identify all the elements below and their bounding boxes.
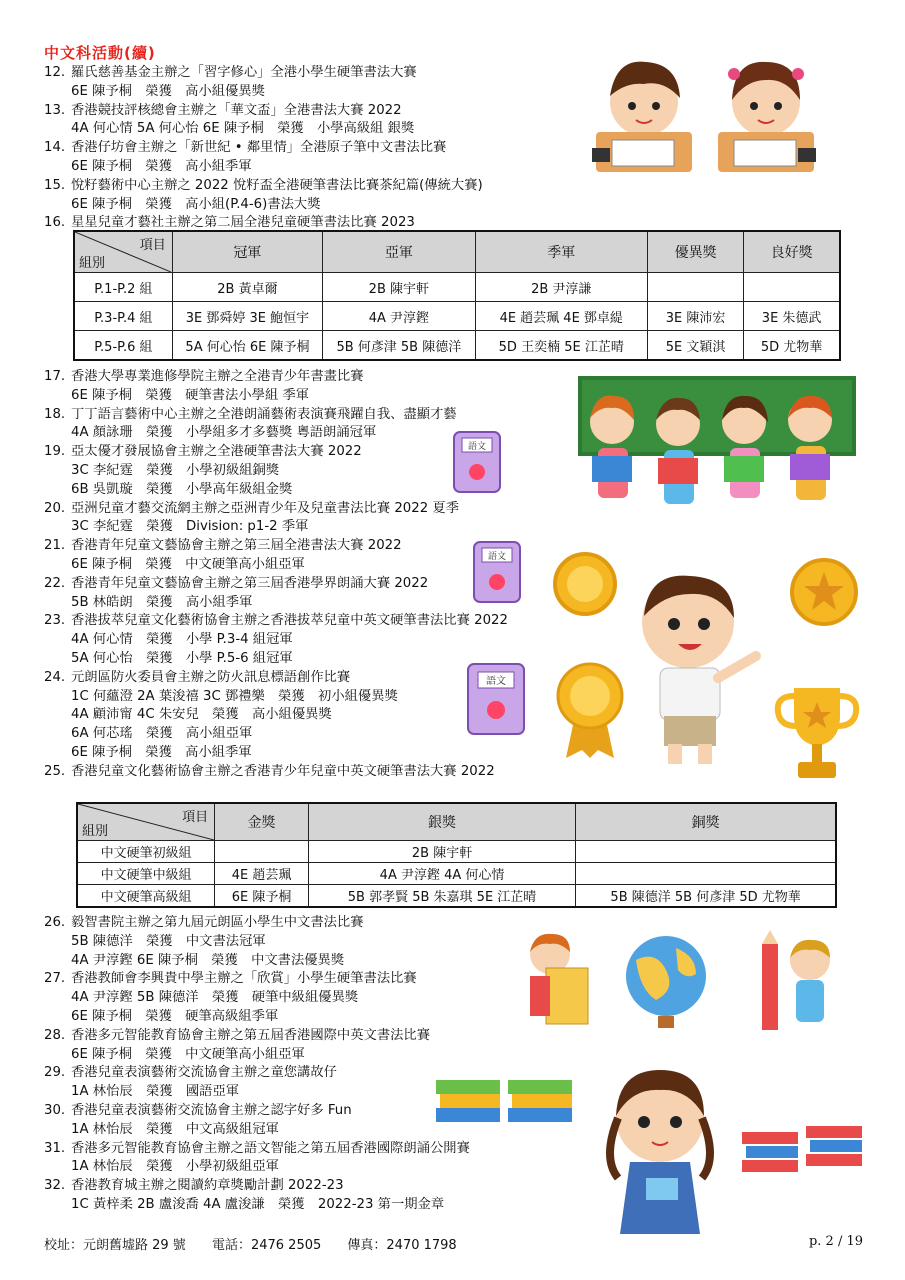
item-title: 香港教育城主辦之閱讀約章獎勵計劃 2022-23 (71, 1178, 344, 1194)
item-number: 22. (44, 575, 66, 591)
globe-icon (626, 936, 706, 1028)
students-writing-illustration (586, 40, 826, 180)
award-line: 6E 陳予桐 榮獲 高小組(P.4-6)書法大獎 (71, 196, 321, 212)
activity-item (44, 139, 446, 177)
activity-item (44, 1064, 337, 1102)
award-line: 1A 林怡辰 榮獲 小學初級組亞軍 (71, 1159, 279, 1175)
award-line: 3C 李紀霆 榮獲 Division: p1-2 季軍 (71, 519, 309, 535)
activity-item (44, 443, 362, 499)
children-reading-illustration (578, 376, 856, 536)
silver-cell: 5B 郭孝賢 5B 朱嘉琪 5E 江芷晴 (308, 885, 575, 908)
books-pile-icon (740, 1114, 864, 1184)
ribbon-award-icon (554, 660, 626, 760)
star-medal-icon (788, 556, 860, 628)
girl-writing-icon (718, 62, 816, 172)
activity-heading (44, 64, 417, 83)
gold-cell (215, 841, 309, 863)
award-line: 6E 陳予桐 榮獲 高小組季軍 (71, 744, 252, 760)
silver-cell: 4A 尹淳鏗 4A 何心情 (308, 863, 575, 885)
activity-heading (44, 139, 446, 158)
school-items-illustration (516, 930, 846, 1034)
item-number: 25. (44, 763, 66, 779)
activity-item (44, 177, 483, 215)
activity-item (44, 500, 459, 538)
activity-heading (44, 612, 508, 631)
table-row (74, 302, 840, 331)
item-number: 27. (44, 971, 66, 987)
award-table-16 (73, 230, 841, 361)
activity-heading (44, 177, 483, 196)
table-corner-header (77, 803, 215, 841)
column-header: 銅獎 (576, 803, 836, 841)
column-header: 亞軍 (323, 231, 475, 273)
item-title: 香港兒童文化藝術協會主辦之香港青少年兒童中英文硬筆書法大賽 2022 (71, 763, 495, 779)
activity-heading (44, 537, 402, 556)
activity-item (44, 1140, 470, 1178)
table-row (74, 331, 840, 361)
table-cell: 4E 趙芸珮 4E 鄧卓緹 (475, 302, 647, 331)
table-cell: 5A 何心怡 6E 陳予桐 (172, 331, 322, 361)
item-title: 香港多元智能教育協會主辦之語文智能之第五屆香港國際朗誦公開賽 (71, 1140, 470, 1156)
girl-reading-illustration (596, 1058, 726, 1238)
activity-heading (44, 368, 364, 387)
table-cell: 3E 陳沛宏 (647, 302, 743, 331)
award-line: 5A 何心怡 榮獲 小學 P.5-6 組冠軍 (71, 650, 293, 666)
corner-bottom-label: 組別 (79, 256, 106, 271)
item-number: 15. (44, 177, 66, 193)
activity-item (44, 102, 414, 140)
award-line: 3C 李紀霆 榮獲 小學初級組銅獎 (71, 462, 280, 478)
column-header: 銀獎 (308, 803, 575, 841)
table-cell: 2B 黃卓爾 (172, 273, 322, 302)
award-line: 6E 陳予桐 榮獲 高小組優異獎 (71, 83, 265, 99)
table-cell: 5E 文穎淇 (647, 331, 743, 361)
award-line: 1C 黃梓柔 2B 盧浚喬 4A 盧浚謙 榮獲 2022-23 第一期金章 (71, 1196, 445, 1212)
activity-item (44, 914, 364, 970)
trophy-icon (772, 680, 862, 784)
item-title: 毅智書院主辦之第九屆元朗區小學生中文書法比賽 (71, 915, 364, 930)
activity-heading (44, 669, 398, 688)
table-cell: 3E 鄧舜婷 3E 鮑恒宇 (172, 302, 322, 331)
item-title: 香港兒童表演藝術交流協會主辦之童您講故仔 (71, 1065, 337, 1081)
language-book-icon (470, 538, 526, 608)
activity-heading (44, 1027, 430, 1046)
table-row (77, 885, 836, 908)
table-cell: P.5-P.6 組 (74, 331, 172, 361)
award-line: 4A 尹淳鏗 5B 陳德洋 榮獲 硬筆中級組優異獎 (71, 990, 359, 1006)
item-title: 香港多元智能教育協會主辦之第五屆香港國際中英文書法比賽 (71, 1027, 431, 1043)
item-title: 香港仔坊會主辦之「新世紀 • 鄰里情」全港原子筆中文書法比賽 (71, 140, 447, 156)
bronze-cell: 5B 陳德洋 5B 何彥津 5D 尤物華 (576, 885, 836, 908)
activity-item (44, 970, 417, 1026)
table-cell: 2B 陳宇軒 (323, 273, 475, 302)
item-number: 13. (44, 102, 66, 118)
activity-item (44, 612, 508, 668)
activity-item (44, 368, 364, 406)
table-row (77, 841, 836, 863)
column-header: 冠軍 (172, 231, 322, 273)
award-line: 6E 陳予桐 榮獲 硬筆高級組季軍 (71, 1008, 279, 1024)
item-title: 香港教師會李興貴中學主辦之「欣賞」小學生硬筆書法比賽 (71, 971, 417, 987)
activity-item (44, 537, 402, 575)
activity-item (44, 64, 417, 102)
pointing-boy-illustration (630, 566, 770, 772)
item-number: 26. (44, 915, 66, 930)
section-title: 中文科活動(續) (44, 44, 156, 62)
table-cell: 3E 朱德武 (744, 302, 840, 331)
activity-heading (44, 970, 417, 989)
table-corner-header (74, 231, 172, 273)
table-cell: 4A 尹淳鏗 (323, 302, 475, 331)
corner-bottom-label: 組別 (82, 824, 109, 839)
boy-with-book-icon (530, 934, 588, 1024)
silver-cell: 2B 陳宇軒 (308, 841, 575, 863)
award-line: 4A 顏詠珊 榮獲 小學組多才多藝獎 粵語朗誦冠軍 (71, 425, 377, 441)
activity-item (44, 669, 398, 763)
column-header: 優異獎 (647, 231, 743, 273)
group-cell: 中文硬筆初級組 (77, 841, 215, 863)
award-line: 4A 何心情 5A 何心怡 6E 陳予桐 榮獲 小學高級組 銀獎 (71, 121, 415, 137)
table-cell: P.1-P.2 組 (74, 273, 172, 302)
item-title: 羅氏慈善基金主辦之「習字修心」全港小學生硬筆書法大賽 (71, 65, 417, 80)
item-number: 21. (44, 538, 66, 554)
footer-address: 校址：元朗舊墟路 29 號 (44, 1238, 186, 1253)
table-row (77, 863, 836, 885)
footer-fax: 傳真：2470 1798 (347, 1238, 457, 1253)
item-number: 32. (44, 1178, 66, 1194)
language-book-icon (450, 428, 506, 498)
book-label: 語文 (467, 442, 487, 452)
item-title: 香港青年兒童文藝協會主辦之第三屆香港學界朗誦大賽 2022 (71, 575, 429, 591)
column-header: 金獎 (215, 803, 309, 841)
item-number: 24. (44, 669, 66, 685)
item-title: 香港競技評核總會主辦之「華文盃」全港書法大賽 2022 (71, 102, 402, 118)
table-cell: 5D 王奕楠 5E 江芷晴 (475, 331, 647, 361)
award-line: 4A 顧沛甯 4C 朱安兒 榮獲 高小組優異獎 (71, 707, 332, 723)
item-title: 星星兒童才藝社主辦之第二屆全港兒童硬筆書法比賽 2023 (71, 215, 415, 231)
award-line: 6E 陳予桐 榮獲 高小組季軍 (71, 158, 252, 174)
table-cell: 2B 尹淳謙 (475, 273, 647, 302)
award-line: 5B 林皓朗 榮獲 高小組季軍 (71, 594, 253, 610)
book-label: 語文 (486, 676, 506, 687)
item-title: 元朗區防火委員會主辦之防火訊息標語創作比賽 (71, 669, 351, 685)
activity-heading (44, 575, 428, 594)
award-table-25 (76, 802, 837, 908)
award-line: 6B 吳凱璇 榮獲 小學高年級組金獎 (71, 481, 293, 497)
footer-phone: 電話：2476 2505 (211, 1238, 322, 1253)
award-line: 1A 林怡辰 榮獲 中文高級組冠軍 (71, 1121, 279, 1137)
item-number: 12. (44, 65, 66, 80)
item-number: 20. (44, 500, 66, 516)
page-number: p. 2 / 19 (808, 1234, 863, 1249)
language-book-icon (464, 660, 530, 740)
table-cell (744, 273, 840, 302)
item-number: 31. (44, 1140, 66, 1156)
activity-item (44, 406, 457, 444)
item-number: 14. (44, 140, 66, 156)
table-row (74, 273, 840, 302)
activity-heading (44, 102, 414, 121)
award-line: 4A 尹淳鏗 6E 陳予桐 榮獲 中文書法優異獎 (71, 952, 345, 968)
award-line: 1C 何蘊澄 2A 葉浚禧 3C 鄧禮樂 榮獲 初小組優異獎 (71, 688, 398, 704)
activity-heading (44, 763, 495, 782)
gold-cell: 6E 陳予桐 (215, 885, 309, 908)
activity-heading (44, 1064, 337, 1083)
item-title: 香港大學專業進修學院主辦之全港青少年書畫比賽 (71, 369, 364, 384)
book-label: 語文 (487, 552, 507, 562)
item-title: 香港拔萃兒童文化藝術協會主辦之香港拔萃兒童中英文硬筆書法比賽 2022 (71, 613, 508, 629)
item-number: 23. (44, 613, 66, 629)
table-cell: P.3-P.4 組 (74, 302, 172, 331)
bronze-cell (576, 841, 836, 863)
gold-medal-icon (550, 548, 620, 620)
column-header: 季軍 (475, 231, 647, 273)
item-title: 香港青年兒童文藝協會主辦之第三屆全港書法大賽 2022 (71, 538, 402, 554)
award-line: 4A 何心情 榮獲 小學 P.3-4 組冠軍 (71, 632, 293, 648)
item-number: 16. (44, 215, 66, 231)
award-line: 6A 何芯瑤 榮獲 高小組亞軍 (71, 726, 253, 742)
item-title: 悅籽藝術中心主辦之 2022 悅籽盃全港硬筆書法比賽茶紀篇(傳統大賽) (71, 177, 483, 193)
activity-heading (44, 1102, 352, 1121)
item-number: 30. (44, 1103, 66, 1118)
activity-heading (44, 914, 364, 933)
award-line: 6E 陳予桐 榮獲 硬筆書法小學組 季軍 (71, 387, 310, 403)
activity-heading (44, 406, 457, 425)
group-cell: 中文硬筆中級組 (77, 863, 215, 885)
bronze-cell (576, 863, 836, 885)
item-number: 18. (44, 406, 66, 422)
corner-top-label: 項目 (139, 238, 166, 253)
table-cell (647, 273, 743, 302)
girl-waving-icon (790, 940, 830, 1022)
table-cell: 5B 何彥津 5B 陳德洋 (323, 331, 475, 361)
group-cell: 中文硬筆高級組 (77, 885, 215, 908)
activity-item (44, 763, 495, 782)
item-number: 29. (44, 1065, 66, 1081)
activity-heading (44, 1140, 470, 1159)
item-title: 亞太優才發展協會主辦之全港硬筆書法大賽 2022 (71, 444, 362, 460)
item-number: 17. (44, 369, 66, 384)
activity-heading (44, 1177, 444, 1196)
activity-item (44, 1027, 430, 1065)
award-line: 6E 陳予桐 榮獲 中文硬筆高小組亞軍 (71, 556, 305, 572)
award-line: 6E 陳予桐 榮獲 中文硬筆高小組亞軍 (71, 1046, 305, 1062)
item-title: 香港兒童表演藝術交流協會主辦之認字好多 Fun (71, 1103, 352, 1118)
award-line: 5B 陳德洋 榮獲 中文書法冠軍 (71, 933, 266, 949)
item-number: 19. (44, 444, 66, 460)
boy-writing-icon (592, 62, 692, 172)
item-title: 亞洲兒童才藝交流網主辦之亞洲青少年及兒童書法比賽 2022 夏季 (71, 500, 460, 516)
award-line: 1A 林怡辰 榮獲 國語亞軍 (71, 1084, 240, 1100)
activity-heading (44, 443, 362, 462)
activity-heading (44, 500, 459, 519)
corner-top-label: 項目 (182, 810, 209, 825)
gold-cell: 4E 趙芸珮 (215, 863, 309, 885)
table-cell: 5D 尤物華 (744, 331, 840, 361)
stack-of-books-icon (434, 1072, 576, 1130)
footer-contact (44, 1234, 479, 1253)
column-header: 良好獎 (744, 231, 840, 273)
activity-item (44, 575, 428, 613)
activity-item (44, 1102, 352, 1140)
activity-item (44, 1177, 444, 1215)
item-title: 丁丁語言藝術中心主辦之全港朗誦藝術表演賽飛躍自我、盡顯才藝 (71, 406, 457, 422)
pencil-icon (762, 930, 778, 1030)
item-number: 28. (44, 1027, 66, 1043)
